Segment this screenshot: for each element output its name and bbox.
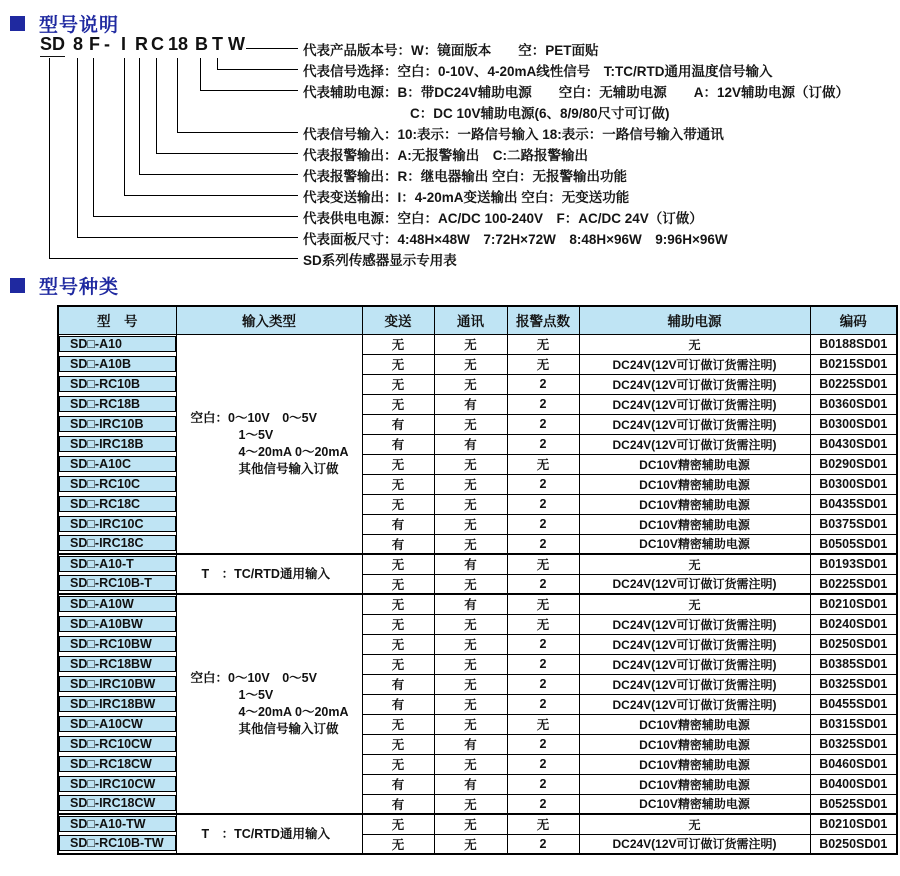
comm-cell: 无 — [434, 414, 507, 434]
alarm-points-cell: 2 — [507, 574, 579, 594]
table-header-cell: 输入类型 — [176, 306, 362, 334]
model-name: SD□-RC18C — [59, 496, 176, 512]
model-name: SD□-RC10C — [59, 476, 176, 492]
model-code-diagram — [0, 30, 900, 276]
transmit-cell: 无 — [362, 334, 434, 354]
alarm-points-cell: 2 — [507, 434, 579, 454]
transmit-cell: 无 — [362, 714, 434, 734]
aux-power-cell: DC24V(12V可订做订货需注明) — [579, 674, 810, 694]
order-code-cell: B0385SD01 — [810, 654, 897, 674]
description-line: 代表报警输出：A:无报警输出 C:二路报警输出 — [303, 148, 588, 163]
order-code-cell: B0210SD01 — [810, 814, 897, 834]
input-type-line: 其他信号输入订做 — [238, 722, 339, 736]
input-type-line: 空白：0～10V 0～5V — [190, 410, 317, 425]
input-type-line: 4～20mA 0～20mA — [238, 705, 349, 719]
table-header-cell: 型 号 — [58, 306, 176, 334]
aux-power-cell: DC24V(12V可订做订货需注明) — [579, 634, 810, 654]
transmit-cell: 无 — [362, 754, 434, 774]
model-code-segment: B — [195, 34, 208, 54]
order-code-cell: B0240SD01 — [810, 614, 897, 634]
description-line: 代表面板尺寸：4:48H×48W 7:72H×72W 8:48H×96W 9:96H×96W — [303, 232, 728, 247]
model-cell — [58, 834, 176, 854]
order-code-cell: B0325SD01 — [810, 674, 897, 694]
model-cell — [58, 454, 176, 474]
model-name: SD□-IRC10B — [59, 416, 176, 432]
comm-cell: 无 — [434, 714, 507, 734]
order-code-cell: B0300SD01 — [810, 474, 897, 494]
input-type-line: T ：TC/RTD通用输入 — [201, 566, 330, 581]
input-type-line: 1～5V — [238, 688, 274, 702]
alarm-points-cell: 无 — [507, 454, 579, 474]
aux-power-cell: DC10V精密辅助电源 — [579, 754, 810, 774]
transmit-cell: 无 — [362, 394, 434, 414]
model-code-description — [303, 145, 588, 166]
order-code-cell: B0505SD01 — [810, 534, 897, 554]
model-cell — [58, 534, 176, 554]
section-model-types-header — [10, 272, 119, 299]
model-cell — [58, 334, 176, 354]
comm-cell: 无 — [434, 634, 507, 654]
model-cell — [58, 674, 176, 694]
model-name: SD□-RC18CW — [59, 756, 176, 772]
alarm-points-cell: 无 — [507, 334, 579, 354]
model-name: SD□-IRC10CW — [59, 776, 176, 792]
transmit-cell: 无 — [362, 474, 434, 494]
model-cell — [58, 754, 176, 774]
table-header-row — [58, 306, 897, 334]
model-name: SD□-A10 — [59, 336, 176, 352]
aux-power-cell: DC10V精密辅助电源 — [579, 734, 810, 754]
model-code-segment: 8 — [73, 34, 84, 54]
model-cell — [58, 354, 176, 374]
model-cell — [58, 614, 176, 634]
order-code-cell: B0250SD01 — [810, 834, 897, 854]
order-code-cell: B0460SD01 — [810, 754, 897, 774]
input-type-line: 空白：0～10V 0～5V — [190, 671, 317, 685]
order-code-cell: B0525SD01 — [810, 794, 897, 814]
alarm-points-cell: 2 — [507, 534, 579, 554]
model-name: SD□-RC10B-T — [59, 575, 176, 591]
transmit-cell: 有 — [362, 674, 434, 694]
aux-power-cell: DC10V精密辅助电源 — [579, 774, 810, 794]
section-title-model-types: 型号种类 — [39, 277, 120, 298]
alarm-points-cell: 2 — [507, 694, 579, 714]
model-cell — [58, 374, 176, 394]
alarm-points-cell: 2 — [507, 474, 579, 494]
order-code-cell: B0455SD01 — [810, 694, 897, 714]
input-type-line: 其他信号输入订做 — [238, 461, 339, 476]
table-header-cell: 报警点数 — [507, 306, 579, 334]
model-code-description — [303, 229, 728, 250]
model-cell — [58, 774, 176, 794]
model-name: SD□-IRC10BW — [59, 676, 176, 692]
description-line: 代表辅助电源：B：带DC24V辅助电源 空白：无辅助电源 A：12V辅助电源（订做） — [303, 85, 850, 100]
order-code-cell: B0435SD01 — [810, 494, 897, 514]
comm-cell: 有 — [434, 554, 507, 574]
table-row — [58, 554, 897, 574]
transmit-cell: 有 — [362, 774, 434, 794]
order-code-cell: B0193SD01 — [810, 554, 897, 574]
model-code-segment: I — [121, 34, 127, 54]
alarm-points-cell: 2 — [507, 494, 579, 514]
input-type-line: 4～20mA 0～20mA — [238, 444, 349, 459]
model-code-description — [303, 82, 849, 124]
description-line: 代表信号输入：10:表示：一路信号输入 18:表示：一路信号输入带通讯 — [303, 127, 724, 142]
comm-cell: 无 — [434, 494, 507, 514]
order-code-cell: B0225SD01 — [810, 374, 897, 394]
alarm-points-cell: 2 — [507, 674, 579, 694]
aux-power-cell: DC24V(12V可订做订货需注明) — [579, 834, 810, 854]
order-code-cell: B0290SD01 — [810, 454, 897, 474]
aux-power-cell: DC24V(12V可订做订货需注明) — [579, 614, 810, 634]
model-name: SD□-A10-T — [59, 556, 176, 572]
aux-power-cell: DC24V(12V可订做订货需注明) — [579, 694, 810, 714]
table-row — [58, 594, 897, 614]
aux-power-cell: 无 — [579, 594, 810, 614]
description-line: 代表供电电源：空白：AC/DC 100-240V F：AC/DC 24V（订做） — [303, 211, 703, 226]
comm-cell: 无 — [434, 694, 507, 714]
aux-power-cell: DC24V(12V可订做订货需注明) — [579, 574, 810, 594]
model-name: SD□-IRC18C — [59, 535, 176, 551]
transmit-cell: 无 — [362, 494, 434, 514]
order-code-cell: B0400SD01 — [810, 774, 897, 794]
transmit-cell: 无 — [362, 734, 434, 754]
comm-cell: 无 — [434, 834, 507, 854]
transmit-cell: 无 — [362, 454, 434, 474]
model-code-segment: - — [104, 34, 110, 54]
input-type-line: 1～5V — [238, 427, 274, 442]
model-code-description — [303, 250, 457, 271]
order-code-cell: B0375SD01 — [810, 514, 897, 534]
description-line-2: C：DC 10V辅助电源(6、8/9/80尺寸可订做) — [410, 106, 670, 121]
order-code-cell: B0188SD01 — [810, 334, 897, 354]
aux-power-cell: DC10V精密辅助电源 — [579, 714, 810, 734]
input-type-cell — [176, 334, 362, 554]
transmit-cell: 无 — [362, 554, 434, 574]
comm-cell: 无 — [434, 514, 507, 534]
table-row — [58, 334, 897, 354]
transmit-cell: 有 — [362, 694, 434, 714]
comm-cell: 无 — [434, 674, 507, 694]
comm-cell: 无 — [434, 814, 507, 834]
input-type-line: T ：TC/RTD通用输入 — [201, 826, 330, 841]
comm-cell: 无 — [434, 474, 507, 494]
model-cell — [58, 714, 176, 734]
model-name: SD□-IRC18BW — [59, 696, 176, 712]
model-name: SD□-A10C — [59, 456, 176, 472]
model-cell — [58, 634, 176, 654]
model-cell — [58, 654, 176, 674]
input-type-cell — [176, 554, 362, 594]
comm-cell: 无 — [434, 574, 507, 594]
transmit-cell: 无 — [362, 814, 434, 834]
alarm-points-cell: 无 — [507, 554, 579, 574]
model-cell — [58, 694, 176, 714]
alarm-points-cell: 无 — [507, 614, 579, 634]
transmit-cell: 无 — [362, 834, 434, 854]
model-name: SD□-A10CW — [59, 716, 176, 732]
alarm-points-cell: 2 — [507, 374, 579, 394]
model-code-description — [303, 61, 773, 82]
aux-power-cell: 无 — [579, 554, 810, 574]
table-header-cell: 编码 — [810, 306, 897, 334]
model-name: SD□-RC10B — [59, 376, 176, 392]
model-types-table — [57, 305, 898, 855]
aux-power-cell: DC10V精密辅助电源 — [579, 474, 810, 494]
model-code-segment: W — [228, 34, 245, 54]
model-name: SD□-A10B — [59, 356, 176, 372]
model-types-table-wrap — [57, 305, 898, 855]
model-name: SD□-RC18B — [59, 396, 176, 412]
model-code-description — [303, 208, 703, 229]
model-name: SD□-RC10BW — [59, 636, 176, 652]
table-row — [58, 814, 897, 834]
comm-cell: 无 — [434, 534, 507, 554]
aux-power-cell: DC24V(12V可订做订货需注明) — [579, 434, 810, 454]
model-cell — [58, 514, 176, 534]
alarm-points-cell: 无 — [507, 594, 579, 614]
order-code-cell: B0360SD01 — [810, 394, 897, 414]
transmit-cell: 无 — [362, 374, 434, 394]
comm-cell: 无 — [434, 354, 507, 374]
transmit-cell: 无 — [362, 614, 434, 634]
description-line: 代表信号选择：空白：0-10V、4-20mA线性信号 T:TC/RTD通用温度信号输入 — [303, 64, 773, 79]
model-name: SD□-RC18BW — [59, 656, 176, 672]
alarm-points-cell: 2 — [507, 394, 579, 414]
model-name: SD□-RC10CW — [59, 736, 176, 752]
input-type-cell — [176, 814, 362, 854]
comm-cell: 有 — [434, 734, 507, 754]
comm-cell: 无 — [434, 334, 507, 354]
alarm-points-cell: 2 — [507, 734, 579, 754]
section-bullet-icon — [10, 16, 25, 31]
aux-power-cell: DC24V(12V可订做订货需注明) — [579, 374, 810, 394]
transmit-cell: 有 — [362, 794, 434, 814]
transmit-cell: 无 — [362, 634, 434, 654]
models-table-body — [58, 334, 897, 854]
order-code-cell: B0300SD01 — [810, 414, 897, 434]
order-code-cell: B0250SD01 — [810, 634, 897, 654]
order-code-cell: B0225SD01 — [810, 574, 897, 594]
comm-cell: 有 — [434, 774, 507, 794]
table-header-cell: 通讯 — [434, 306, 507, 334]
model-cell — [58, 394, 176, 414]
model-code-segment: T — [212, 34, 223, 54]
comm-cell: 无 — [434, 754, 507, 774]
description-line: 代表产品版本号：W：镜面版本 空：PET面贴 — [303, 43, 599, 58]
model-cell — [58, 474, 176, 494]
alarm-points-cell: 2 — [507, 774, 579, 794]
order-code-cell: B0430SD01 — [810, 434, 897, 454]
alarm-points-cell: 无 — [507, 814, 579, 834]
model-cell — [58, 434, 176, 454]
model-code-segment: R — [135, 34, 148, 54]
aux-power-cell: DC24V(12V可订做订货需注明) — [579, 394, 810, 414]
comm-cell: 有 — [434, 394, 507, 414]
alarm-points-cell: 2 — [507, 634, 579, 654]
model-name: SD□-IRC18B — [59, 436, 176, 452]
model-code-description — [303, 187, 629, 208]
model-cell — [58, 494, 176, 514]
transmit-cell: 有 — [362, 534, 434, 554]
order-code-cell: B0315SD01 — [810, 714, 897, 734]
model-name: SD□-A10-TW — [59, 816, 176, 832]
comm-cell: 无 — [434, 374, 507, 394]
section-title-model-description: 型号说明 — [39, 15, 120, 36]
model-cell — [58, 554, 176, 574]
comm-cell: 无 — [434, 654, 507, 674]
transmit-cell: 无 — [362, 574, 434, 594]
comm-cell: 无 — [434, 794, 507, 814]
comm-cell: 有 — [434, 434, 507, 454]
model-name: SD□-RC10B-TW — [59, 835, 176, 851]
aux-power-cell: DC24V(12V可订做订货需注明) — [579, 414, 810, 434]
model-name: SD□-IRC18CW — [59, 795, 176, 811]
transmit-cell: 有 — [362, 434, 434, 454]
model-name: SD□-A10W — [59, 596, 176, 612]
aux-power-cell: 无 — [579, 814, 810, 834]
aux-power-cell: DC10V精密辅助电源 — [579, 514, 810, 534]
aux-power-cell: DC24V(12V可订做订货需注明) — [579, 654, 810, 674]
model-cell — [58, 594, 176, 614]
order-code-cell: B0210SD01 — [810, 594, 897, 614]
alarm-points-cell: 2 — [507, 514, 579, 534]
transmit-cell: 无 — [362, 354, 434, 374]
model-code-description — [303, 124, 724, 145]
model-name: SD□-A10BW — [59, 616, 176, 632]
model-name: SD□-IRC10C — [59, 516, 176, 532]
table-header-cell: 变送 — [362, 306, 434, 334]
comm-cell: 无 — [434, 614, 507, 634]
model-cell — [58, 794, 176, 814]
comm-cell: 无 — [434, 454, 507, 474]
aux-power-cell: DC24V(12V可订做订货需注明) — [579, 354, 810, 374]
transmit-cell: 有 — [362, 414, 434, 434]
table-header-cell: 辅助电源 — [579, 306, 810, 334]
model-code-segment: 18 — [168, 34, 189, 54]
section-bullet-icon — [10, 278, 25, 293]
transmit-cell: 无 — [362, 654, 434, 674]
model-code-description — [303, 166, 627, 187]
description-line: SD系列传感器显示专用表 — [303, 253, 457, 268]
order-code-cell: B0215SD01 — [810, 354, 897, 374]
model-cell — [58, 574, 176, 594]
model-code-segment: SD — [40, 34, 65, 57]
transmit-cell: 有 — [362, 514, 434, 534]
model-code-segment: F — [89, 34, 100, 54]
alarm-points-cell: 无 — [507, 354, 579, 374]
aux-power-cell: DC10V精密辅助电源 — [579, 534, 810, 554]
aux-power-cell: DC10V精密辅助电源 — [579, 494, 810, 514]
aux-power-cell: DC10V精密辅助电源 — [579, 794, 810, 814]
alarm-points-cell: 2 — [507, 794, 579, 814]
model-cell — [58, 734, 176, 754]
alarm-points-cell: 2 — [507, 754, 579, 774]
transmit-cell: 无 — [362, 594, 434, 614]
input-type-cell — [176, 594, 362, 814]
model-cell — [58, 414, 176, 434]
model-code-segment: C — [151, 34, 164, 54]
alarm-points-cell: 2 — [507, 654, 579, 674]
description-line: 代表变送输出：I：4-20mA变送输出 空白：无变送功能 — [303, 190, 630, 205]
aux-power-cell: DC10V精密辅助电源 — [579, 454, 810, 474]
model-code-description — [303, 40, 599, 61]
alarm-points-cell: 2 — [507, 834, 579, 854]
comm-cell: 有 — [434, 594, 507, 614]
description-line: 代表报警输出：R：继电器输出 空白：无报警输出功能 — [303, 169, 627, 184]
order-code-cell: B0325SD01 — [810, 734, 897, 754]
aux-power-cell: 无 — [579, 334, 810, 354]
alarm-points-cell: 2 — [507, 414, 579, 434]
alarm-points-cell: 无 — [507, 714, 579, 734]
model-cell — [58, 814, 176, 834]
